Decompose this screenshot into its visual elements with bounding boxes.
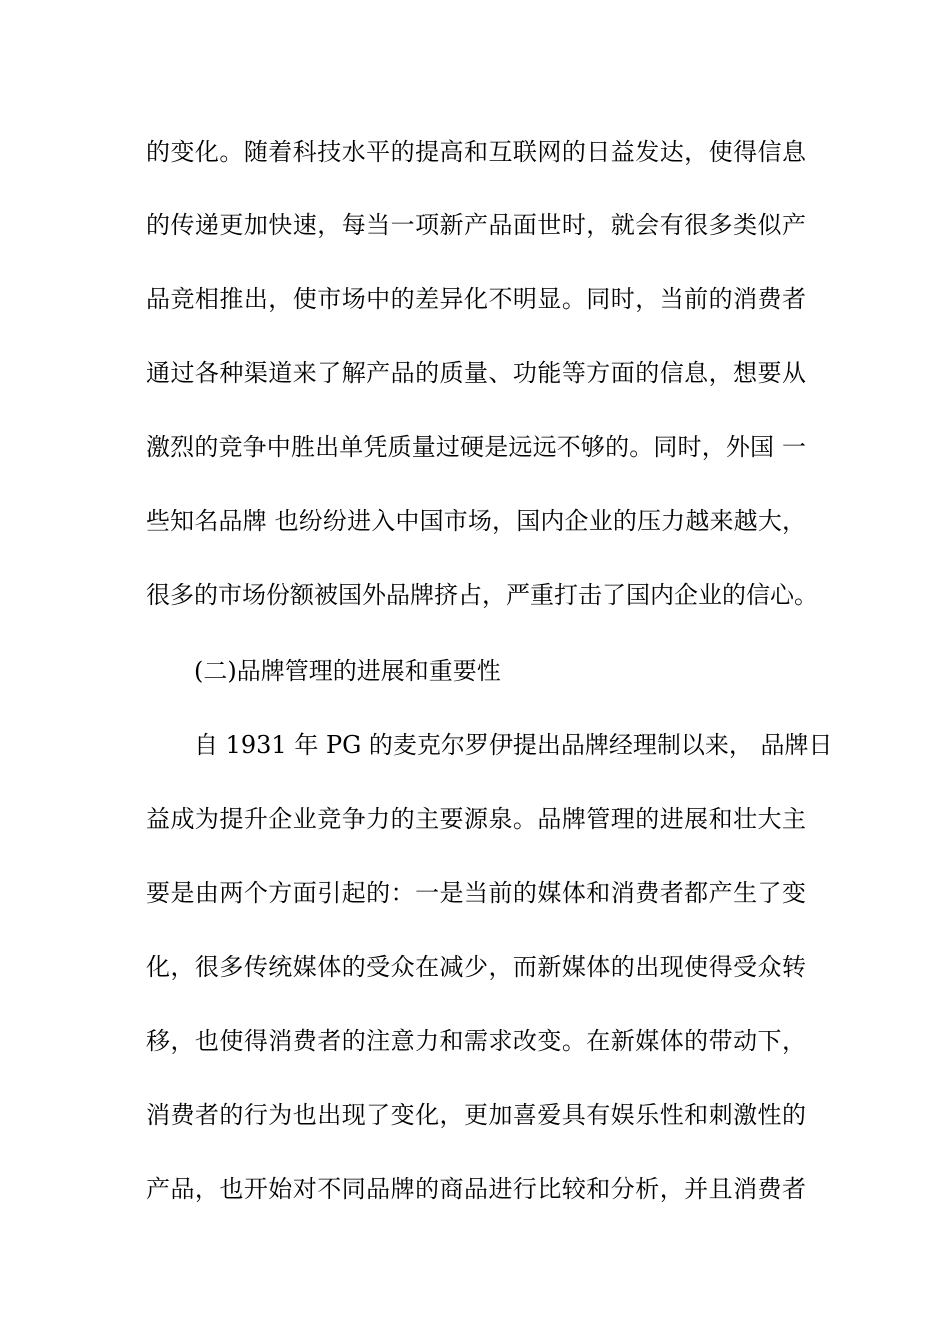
paragraph-line: 益成为提升企业竞争力的主要源泉。品牌管理的进展和壮大主 xyxy=(146,805,806,833)
paragraph-line: 的传递更加快速，每当一项新产品面世时，就会有很多类似产 xyxy=(146,211,806,239)
paragraph-line: 自 1931 年 PG 的麦克尔罗伊提出品牌经理制以来， 品牌日 xyxy=(194,731,833,759)
paragraph-line: 产品，也开始对不同品牌的商品进行比较和分析，并且消费者 xyxy=(146,1175,806,1203)
paragraph-line: 激烈的竞争中胜出单凭质量过硬是远远不够的。同时，外国 一 xyxy=(146,433,806,461)
paragraph-line: 通过各种渠道来了解产品的质量、功能等方面的信息，想要从 xyxy=(146,359,806,387)
paragraph-line: 移，也使得消费者的注意力和需求改变。在新媒体的带动下， xyxy=(146,1027,806,1055)
paragraph-line: 要是由两个方面引起的：一是当前的媒体和消费者都产生了变 xyxy=(146,879,806,907)
paragraph-line: 品竞相推出，使市场中的差异化不明显。同时，当前的消费者 xyxy=(146,285,806,313)
paragraph-line: 的变化。随着科技水平的提高和互联网的日益发达，使得信息 xyxy=(146,138,806,166)
paragraph-line: 很多的市场份额被国外品牌挤占，严重打击了国内企业的信心。 xyxy=(146,581,818,609)
paragraph-line: 化，很多传统媒体的受众在减少，而新媒体的出现使得受众转 xyxy=(146,953,806,981)
paragraph-line: 消费者的行为也出现了变化，更加喜爱具有娱乐性和刺激性的 xyxy=(146,1101,806,1129)
paragraph-line: 些知名品牌 也纷纷进入中国市场，国内企业的压力越来越大， xyxy=(146,507,806,535)
section-heading: (二)品牌管理的进展和重要性 xyxy=(194,657,501,685)
